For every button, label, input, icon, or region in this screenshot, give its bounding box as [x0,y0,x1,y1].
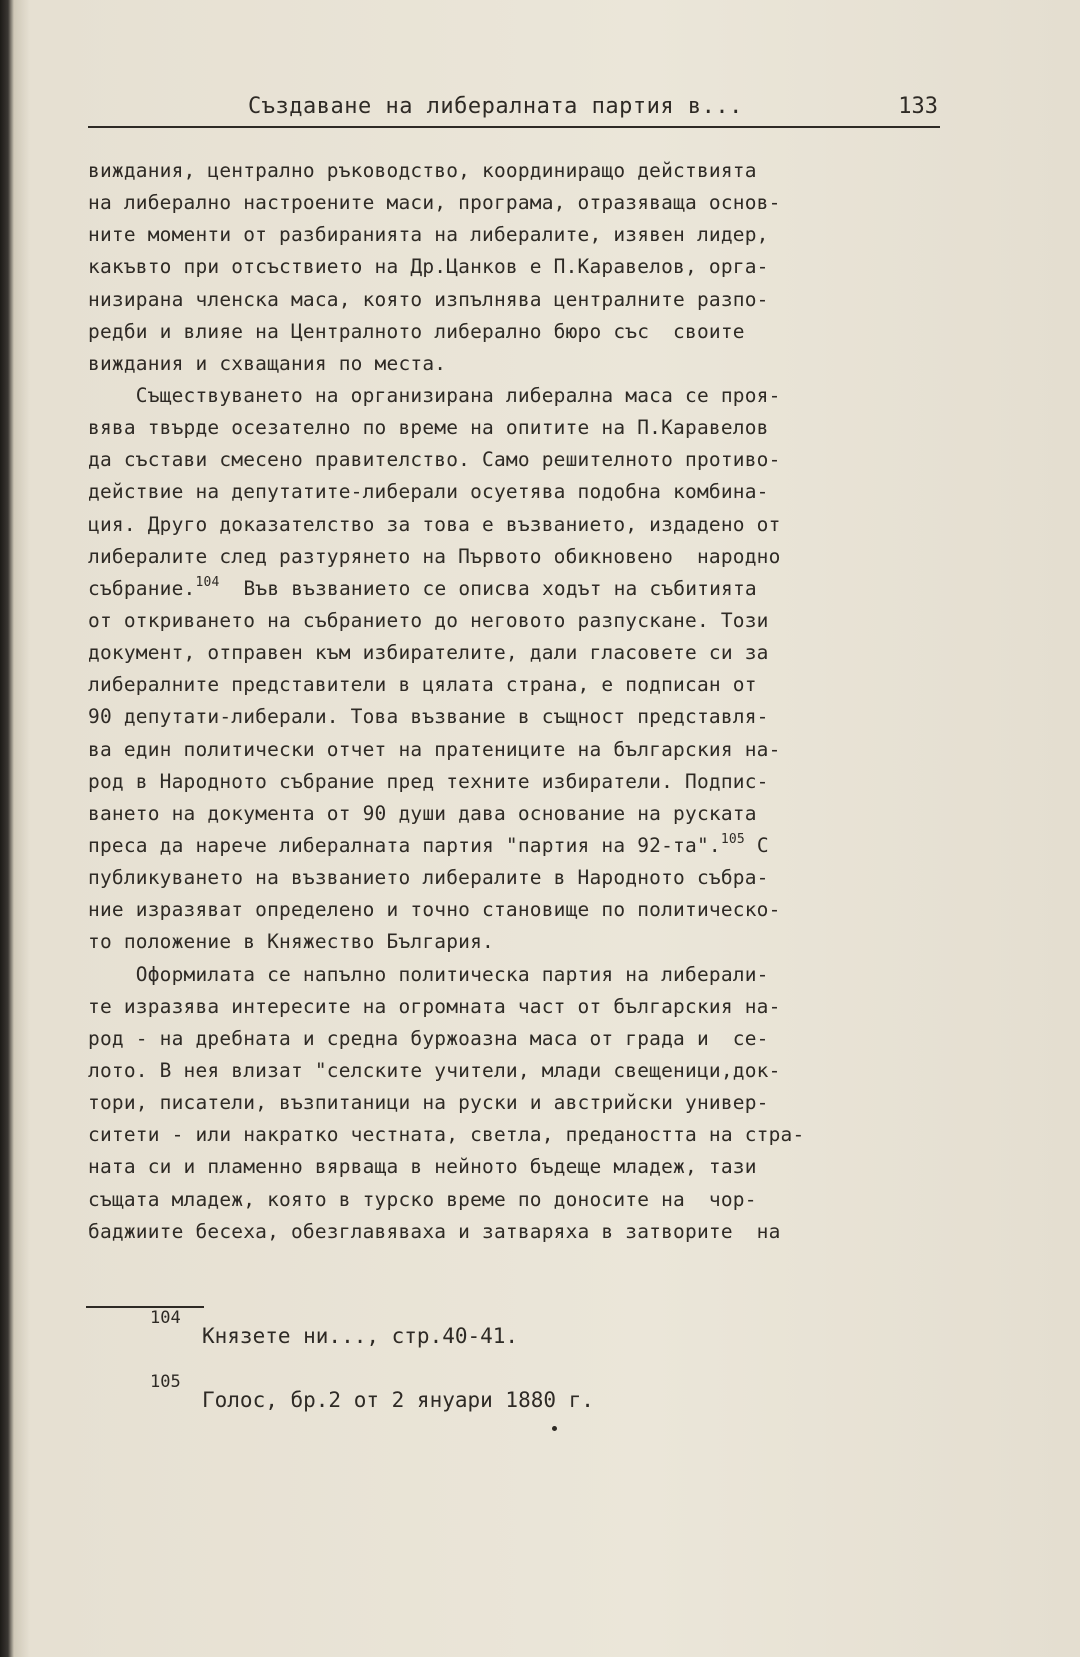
footnote-number: 105 [150,1372,181,1392]
text-line: либералите след разтурянето на Първото обикновено народно [88,544,781,568]
text-line: публикуването на възванието либералите в Народното събра- [88,866,769,890]
text-line: Оформилата се напълно политическа партия на либерали- [88,962,769,986]
text-line: род в Народното събрание пред техните избиратели. Подпис- [88,769,769,793]
footnote-number: 104 [150,1308,181,1328]
text-line: от откриването на събранието до неговото разпускане. Този [88,608,769,632]
text-line: низирана членска маса, която изпълнява централните разпо- [88,287,769,311]
footnote-text: Голос, бр.2 от 2 януари 1880 г. [202,1388,594,1412]
header-title: Създаване на либералната партия в... [248,94,743,119]
text-line: тори, писатели, възпитаници на руски и австрийски универ- [88,1091,769,1115]
text-line: виждания и схващания по места. [88,351,447,375]
text-line: на либерално настроените маси, програма, отразяваща основ- [88,191,781,215]
footnote-ref-104: 104 [195,574,220,590]
page-number: 133 [898,94,938,119]
ink-speck [552,1426,557,1431]
text-line: документ, отправен към избирателите, дали гласовете си за [88,641,769,665]
text-line: ната си и пламенно вярваща в нейното бъдеще младеж, тази [88,1155,757,1179]
footnote-ref-105: 105 [720,831,745,847]
text-line: вява твърде осезателно по време на опитите на П.Каравелов [88,416,769,440]
text-segment: събрание. [88,576,196,600]
footnote-text: Князете ни..., стр.40-41. [202,1324,519,1348]
text-line: ние изразяват определено и точно становище по политическо- [88,898,781,922]
text-line: ситети - или накратко честната, светла, предаността на стра- [88,1123,805,1147]
text-line: същата младеж, която в турско време по доносите на чор- [88,1187,757,1211]
text-segment: преса да нарече либералната партия "партия на 92-та". [88,833,721,857]
text-line: ва един политически отчет на пратениците на българския на- [88,737,781,761]
text-line: действие на депутатите-либерали осуетява подобна комбина- [88,480,769,504]
footnote-divider [86,1306,204,1308]
text-line: баджиите бесеха, обезглавяваха и затваряха в затворите на [88,1219,781,1243]
text-line: ните моменти от разбиранията на либералите, изявен лидер, [88,223,769,247]
text-segment: С [744,833,769,857]
text-line: ването на документа от 90 души дава основание на руската [88,801,757,825]
text-line: какъвто при отсъствието на Др.Цанков е П.Каравелов, орга- [88,255,769,279]
text-line: 90 депутати-либерали. Това възвание в същност представля- [88,705,769,729]
text-line-with-footnote [88,573,948,605]
text-line: либералните представители в цялата страна, е подписан от [88,673,757,697]
body-text [88,155,948,1248]
text-line: редби и влияе на Централното либерално бюро със своите [88,319,745,343]
text-line: то положение в Княжество България. [88,930,494,954]
running-header [88,92,940,128]
text-line: виждания, централно ръководство, координиращо действията [88,159,757,182]
text-line: ция. Друго доказателство за това е възванието, издадено от [88,512,781,536]
text-line: лото. В нея влизат "селските учители, млади свещеници,док- [88,1058,781,1082]
text-line: род - на дребната и средна буржоазна маса от града и се- [88,1026,769,1050]
text-segment: Във възванието се описва ходът на събитията [219,576,757,600]
text-line-with-footnote [88,830,948,862]
text-line: да състави смесено правителство. Само решителното противо- [88,448,781,472]
text-line: Съществуването на организирана либерална маса се проя- [88,383,781,407]
text-line: те изразява интересите на огромната част от българския на- [88,994,781,1018]
